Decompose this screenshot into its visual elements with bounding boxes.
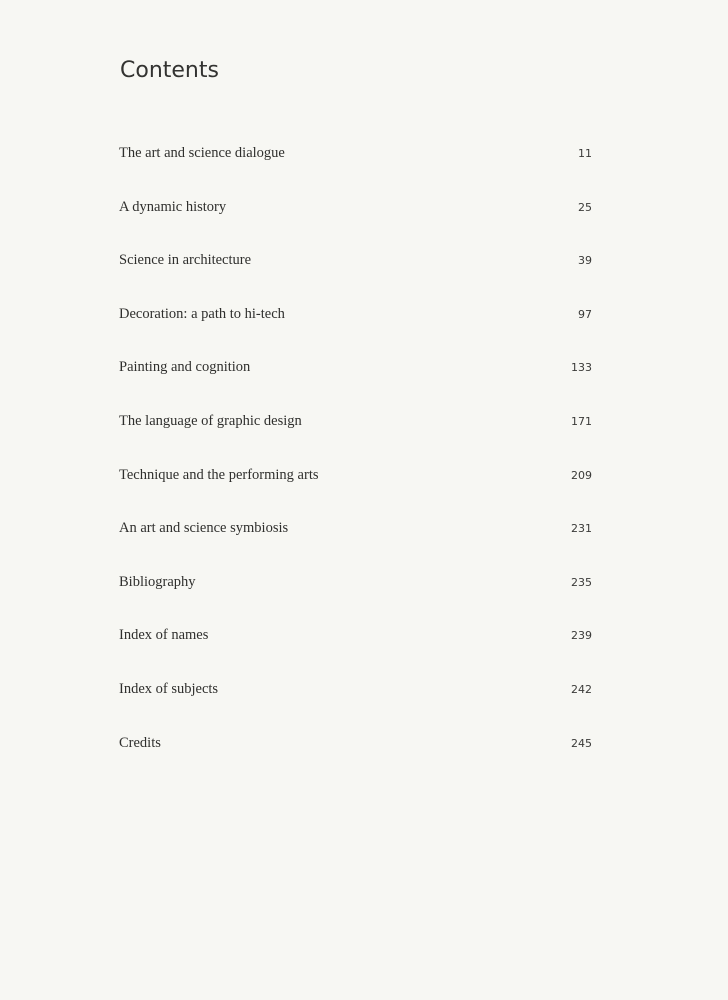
toc-entry-page-number: 25 bbox=[578, 200, 592, 214]
toc-entry-title: Painting and cognition bbox=[119, 359, 251, 376]
toc-entry-title: A dynamic history bbox=[119, 198, 227, 215]
toc-entry-title: Bibliography bbox=[119, 573, 196, 590]
toc-entry-title: The language of graphic design bbox=[119, 412, 302, 429]
toc-entry bbox=[119, 355, 592, 409]
toc-entry-title: Credits bbox=[119, 734, 161, 751]
toc-entry bbox=[119, 677, 592, 731]
toc-entry bbox=[119, 141, 592, 195]
toc-entry bbox=[119, 570, 592, 624]
toc-entry bbox=[119, 248, 592, 302]
page-title: Contents bbox=[120, 58, 219, 83]
toc-entry-title: Index of subjects bbox=[119, 680, 219, 697]
toc-entry-page-number: 11 bbox=[578, 147, 592, 160]
toc-entry-page-number: 171 bbox=[571, 414, 592, 428]
toc-entry-page-number: 235 bbox=[571, 575, 592, 589]
toc-entry-page-number: 242 bbox=[571, 682, 592, 696]
toc-entry-page-number: 245 bbox=[571, 736, 592, 750]
toc-entry bbox=[119, 195, 592, 249]
toc-entry-page-number: 133 bbox=[571, 361, 592, 375]
toc-entry bbox=[119, 409, 592, 463]
toc-entry-title: Index of names bbox=[119, 627, 209, 644]
toc-entry-title: The art and science dialogue bbox=[119, 145, 285, 161]
toc-entry bbox=[119, 516, 592, 570]
toc-entry-title: Science in architecture bbox=[119, 252, 252, 269]
toc-entry bbox=[119, 623, 592, 677]
toc-entry-page-number: 239 bbox=[571, 629, 592, 643]
toc-entry-title: Decoration: a path to hi-tech bbox=[119, 305, 285, 322]
toc-entry bbox=[119, 302, 592, 356]
toc-entry-title: Technique and the performing arts bbox=[119, 466, 319, 483]
toc-entry-page-number: 97 bbox=[578, 307, 592, 321]
toc-entry-page-number: 231 bbox=[571, 522, 592, 536]
toc-entry bbox=[119, 463, 592, 517]
toc-entry-page-number: 209 bbox=[571, 468, 592, 482]
toc-entry-title: An art and science symbiosis bbox=[119, 520, 289, 537]
toc-entry bbox=[119, 731, 592, 785]
table-of-contents bbox=[119, 141, 592, 784]
toc-entry-page-number: 39 bbox=[578, 254, 592, 268]
